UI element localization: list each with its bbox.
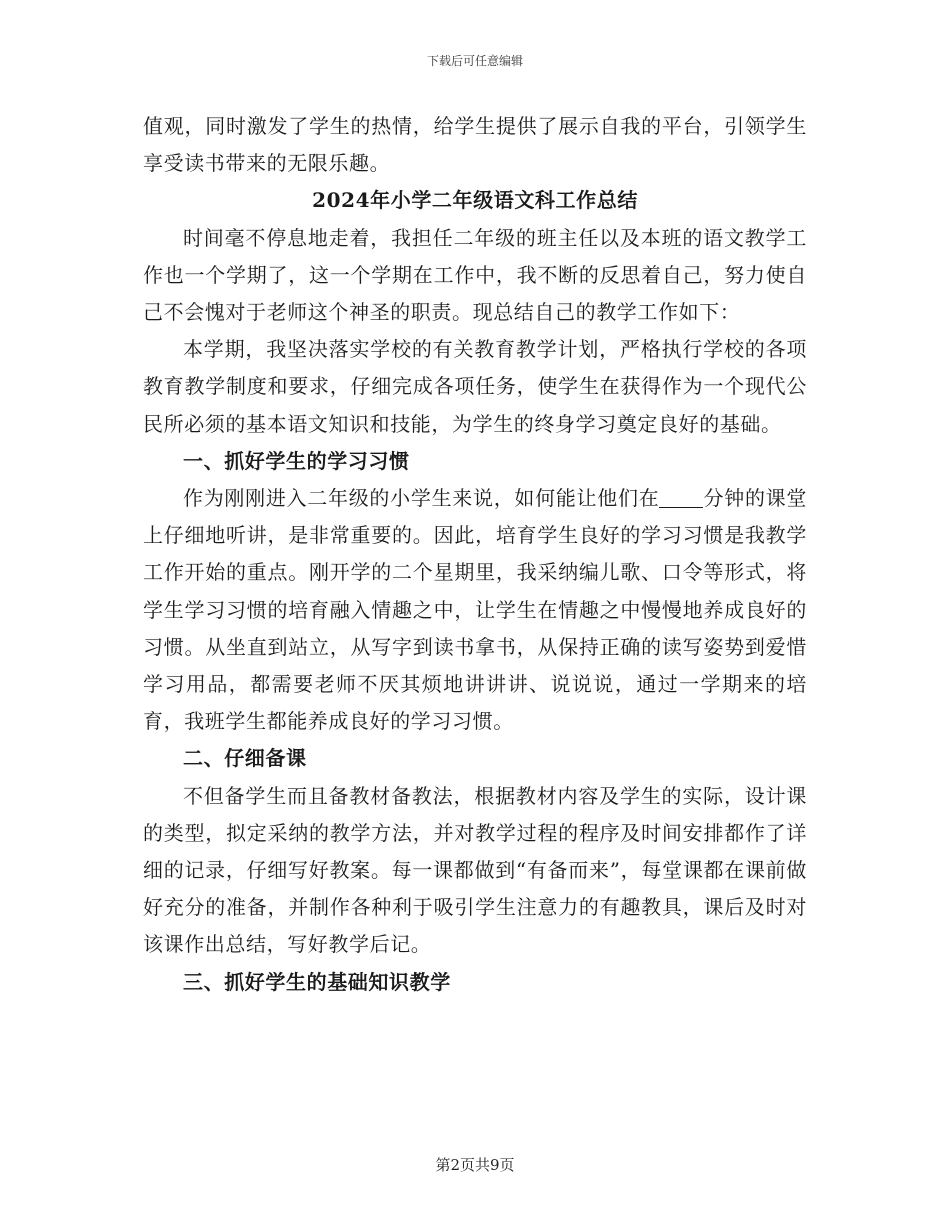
section-heading-2: 二、仔细备课	[183, 746, 307, 771]
fill-in-blank	[659, 487, 703, 508]
paragraph-3-part-a: 作为刚刚进入二年级的小学生来说，如何能让他们在	[183, 486, 660, 511]
document-title: 2024年小学二年级语文科工作总结	[312, 188, 638, 213]
document-body	[143, 108, 807, 1001]
header-note: 下载后可任意编辑	[426, 54, 523, 68]
paragraph-3-part-b: 分钟的课堂上仔细地听讲，是非常重要的。因此，培育学生良好的学习习惯是我教学工作开始的重点。刚开学的二个星期里，我采纳编儿歌、口令等形式，将学生学习习惯的培育融入情趣之中，让学生在情趣之中慢慢地养成良好的习惯。从坐直到站立，从写字到读书拿书，从保持正确的读写姿势到爱惜学习用品，都需要老师不厌其烦地讲讲讲、说说说，通过一学期来的培育，我班学生都能养成良好的学习习惯。	[143, 486, 807, 734]
page-footer: 第2页共9页	[435, 1156, 515, 1174]
paragraph-2: 本学期，我坚决落实学校的有关教育教学计划，严格执行学校的各项教育教学制度和要求，仔细完成各项任务，使学生在获得作为一个现代公民所必须的基本语文知识和技能，为学生的终身学习奠定良好的基础。	[143, 337, 807, 436]
paragraph-3	[143, 480, 807, 740]
section-heading-1: 一、抓好学生的学习习惯	[183, 448, 410, 473]
paragraph-4: 不但备学生而且备教材备教法，根据教材内容及学生的实际，设计课的类型，拟定采纳的教学方法，并对教学过程的程序及时间安排都作了详细的记录，仔细写好教案。每一课都做到“有备而来”，每堂课都在课前做好充分的准备，并制作各种利于吸引学生注意力的有趣教具，课后及时对该课作出总结，写好教学后记。	[143, 783, 807, 957]
section-heading-3: 三、抓好学生的基础知识教学	[183, 969, 451, 994]
paragraph-intro-continued: 值观，同时激发了学生的热情，给学生提供了展示自我的平台，引领学生享受读书带来的无限乐趣。	[143, 114, 807, 176]
paragraph-1: 时间毫不停息地走着，我担任二年级的班主任以及本班的语文教学工作也一个学期了，这一个学期在工作中，我不断的反思着自己，努力使自己不会愧对于老师这个神圣的职责。现总结自己的教学工作如下：	[143, 225, 807, 325]
